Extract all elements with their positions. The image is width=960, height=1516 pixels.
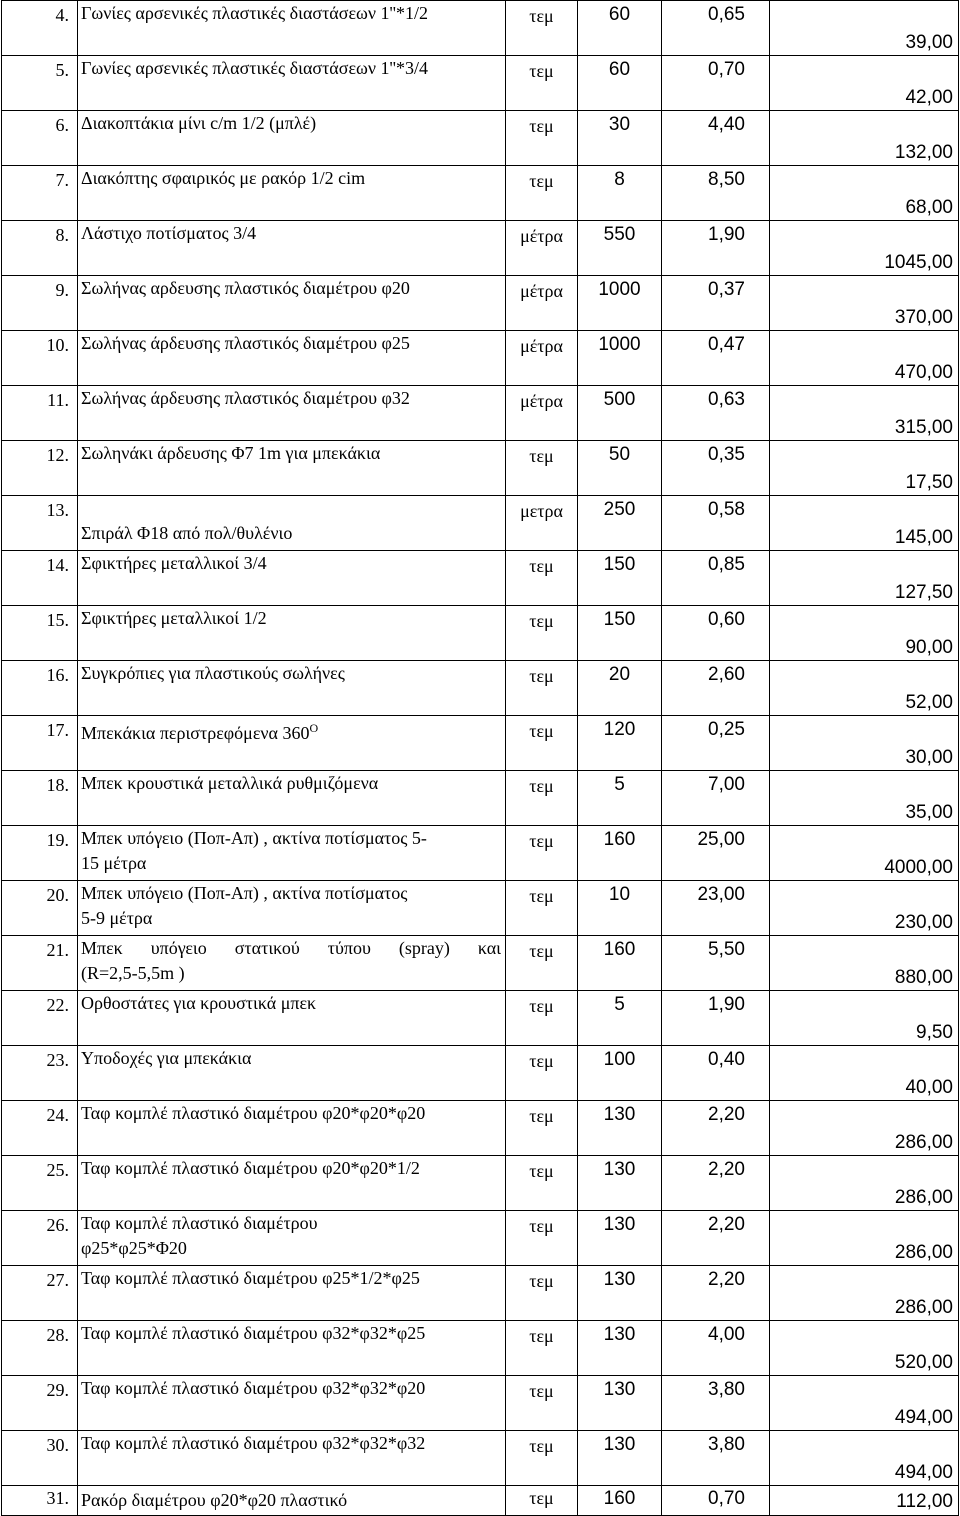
item-number: 16. <box>2 661 78 716</box>
table-row <box>2 661 959 716</box>
item-unit: τεμ <box>506 56 578 111</box>
item-quantity: 30 <box>578 111 662 166</box>
table-row <box>2 111 959 166</box>
item-number: 22. <box>2 991 78 1046</box>
item-unit-price: 0,35 <box>662 441 770 496</box>
item-total: 494,00 <box>770 1431 959 1486</box>
description-text: Συγκρόπιες για πλαστικούς σωλήνες <box>81 663 345 683</box>
table-row <box>2 716 959 771</box>
item-description <box>78 606 506 661</box>
item-description <box>78 441 506 496</box>
description-text: Σωλήνας αρδευσης πλαστικός διαμέτρου φ20 <box>81 278 410 298</box>
item-description <box>78 716 506 771</box>
item-quantity: 50 <box>578 441 662 496</box>
description-line-1 <box>81 1431 501 1456</box>
item-total: 315,00 <box>770 386 959 441</box>
item-total: 42,00 <box>770 56 959 111</box>
item-quantity: 60 <box>578 56 662 111</box>
item-unit-price: 2,20 <box>662 1211 770 1266</box>
item-total: 17,50 <box>770 441 959 496</box>
item-unit-price: 3,80 <box>662 1376 770 1431</box>
item-unit: τεμ <box>506 936 578 991</box>
description-line-1 <box>81 881 501 906</box>
item-description <box>78 166 506 221</box>
table-row <box>2 386 959 441</box>
item-number: 17. <box>2 716 78 771</box>
item-quantity: 500 <box>578 386 662 441</box>
item-unit-price: 0,60 <box>662 606 770 661</box>
item-quantity: 160 <box>578 936 662 991</box>
description-line-2: 5-9 μέτρα <box>81 908 153 928</box>
item-description <box>78 496 506 551</box>
item-description <box>78 881 506 936</box>
table-row <box>2 936 959 991</box>
table-row <box>2 1046 959 1101</box>
item-unit: μέτρα <box>506 221 578 276</box>
item-unit: τεμ <box>506 166 578 221</box>
item-quantity: 150 <box>578 606 662 661</box>
description-line-1 <box>81 551 501 576</box>
item-total: 90,00 <box>770 606 959 661</box>
description-line-1 <box>81 1101 501 1126</box>
item-unit: τεμ <box>506 606 578 661</box>
item-unit-price: 8,50 <box>662 166 770 221</box>
description-text: Ταφ κομπλέ πλαστικό διαμέτρου φ20*φ20*1/2 <box>81 1158 420 1178</box>
item-number: 30. <box>2 1431 78 1486</box>
item-number: 9. <box>2 276 78 331</box>
item-unit-price: 1,90 <box>662 991 770 1046</box>
item-description <box>78 1266 506 1321</box>
description-line-1 <box>81 331 501 356</box>
description-line-1 <box>81 991 501 1016</box>
item-total: 132,00 <box>770 111 959 166</box>
item-description <box>78 221 506 276</box>
item-unit: τεμ <box>506 661 578 716</box>
description-line-2: 15 μέτρα <box>81 853 147 873</box>
item-description <box>78 1046 506 1101</box>
item-description <box>78 1211 506 1266</box>
item-total: 286,00 <box>770 1156 959 1211</box>
description-text: Σωληνάκι άρδευσης Φ7 1m για μπεκάκια <box>81 443 381 463</box>
table-row <box>2 881 959 936</box>
table-row <box>2 166 959 221</box>
item-unit-price: 0,70 <box>662 56 770 111</box>
item-quantity: 5 <box>578 771 662 826</box>
item-number: 7. <box>2 166 78 221</box>
item-unit-price: 0,58 <box>662 496 770 551</box>
item-unit-price: 25,00 <box>662 826 770 881</box>
item-description <box>78 1321 506 1376</box>
table-row <box>2 771 959 826</box>
item-number: 13. <box>2 496 78 551</box>
item-unit-price: 7,00 <box>662 771 770 826</box>
item-unit: τεμ <box>506 111 578 166</box>
item-description <box>78 771 506 826</box>
item-number: 19. <box>2 826 78 881</box>
item-number: 12. <box>2 441 78 496</box>
item-description <box>78 1431 506 1486</box>
item-number: 8. <box>2 221 78 276</box>
item-unit-price: 5,50 <box>662 936 770 991</box>
description-text: Λάστιχο ποτίσματος 3/4 <box>81 223 257 243</box>
table-row <box>2 1321 959 1376</box>
item-quantity: 250 <box>578 496 662 551</box>
item-unit: τεμ <box>506 1 578 56</box>
item-description <box>78 936 506 991</box>
description-line-1 <box>81 221 501 246</box>
description-line-1 <box>81 1 501 26</box>
description-text: Ταφ κομπλέ πλαστικό διαμέτρου φ32*φ32*φ32 <box>81 1433 426 1453</box>
item-number: 14. <box>2 551 78 606</box>
table-row <box>2 991 959 1046</box>
description-text: Διακοπτάκια μίνι c/m 1/2 (μπλέ) <box>81 113 317 133</box>
description-line-1 <box>81 1376 501 1401</box>
description-text: Γωνίες αρσενικές πλαστικές διαστάσεων 1''*1/2 <box>81 3 428 23</box>
item-unit-price: 0,37 <box>662 276 770 331</box>
item-quantity: 1000 <box>578 331 662 386</box>
description-line-1 <box>81 56 501 81</box>
table-row <box>2 441 959 496</box>
item-description <box>78 1376 506 1431</box>
description-line-1 <box>81 936 501 961</box>
item-total: 35,00 <box>770 771 959 826</box>
item-total: 230,00 <box>770 881 959 936</box>
item-description <box>78 1101 506 1156</box>
description-text: Μπεκ υπόγειο (Ποπ-Απ) , ακτίνα ποτίσματος <box>81 883 408 903</box>
item-quantity: 160 <box>578 826 662 881</box>
item-quantity: 130 <box>578 1156 662 1211</box>
item-unit-price: 0,85 <box>662 551 770 606</box>
item-quantity: 130 <box>578 1321 662 1376</box>
item-unit-price: 2,20 <box>662 1266 770 1321</box>
item-unit: τεμ <box>506 441 578 496</box>
item-quantity: 8 <box>578 166 662 221</box>
item-unit-price: 2,60 <box>662 661 770 716</box>
description-line-1 <box>81 111 501 136</box>
table-row <box>2 1 959 56</box>
item-quantity: 130 <box>578 1431 662 1486</box>
table-row <box>2 496 959 551</box>
item-quantity: 1000 <box>578 276 662 331</box>
description-line-2: Σπιράλ Φ18 από πολ/θυλένιο <box>81 523 293 543</box>
item-description <box>78 1 506 56</box>
item-total: 470,00 <box>770 331 959 386</box>
description-line-1 <box>81 606 501 631</box>
item-unit: τεμ <box>506 716 578 771</box>
description-line-1 <box>81 496 501 521</box>
item-quantity: 150 <box>578 551 662 606</box>
item-number: 15. <box>2 606 78 661</box>
item-total: 286,00 <box>770 1266 959 1321</box>
item-description <box>78 331 506 386</box>
item-quantity: 160 <box>578 1486 662 1516</box>
description-line-1 <box>81 771 501 796</box>
item-unit-price: 0,47 <box>662 331 770 386</box>
description-line-1 <box>81 441 501 466</box>
item-unit: μέτρα <box>506 386 578 441</box>
item-unit: τεμ <box>506 826 578 881</box>
item-total: 39,00 <box>770 1 959 56</box>
item-unit-price: 4,40 <box>662 111 770 166</box>
description-text: Σφικτήρες μεταλλικοί 3/4 <box>81 553 267 573</box>
item-number: 26. <box>2 1211 78 1266</box>
item-unit: τεμ <box>506 1266 578 1321</box>
table-row <box>2 826 959 881</box>
description-line-1 <box>81 386 501 411</box>
item-total: 4000,00 <box>770 826 959 881</box>
item-unit: μέτρα <box>506 276 578 331</box>
description-line-1 <box>81 1321 501 1346</box>
item-total: 112,00 <box>770 1486 959 1516</box>
item-number: 6. <box>2 111 78 166</box>
item-unit-price: 0,40 <box>662 1046 770 1101</box>
description-text: Ρακόρ διαμέτρου φ20*φ20 πλαστικό <box>81 1490 348 1510</box>
table-row <box>2 1101 959 1156</box>
item-unit: τεμ <box>506 1376 578 1431</box>
item-number: 18. <box>2 771 78 826</box>
item-quantity: 20 <box>578 661 662 716</box>
item-number: 20. <box>2 881 78 936</box>
item-quantity: 10 <box>578 881 662 936</box>
item-total: 52,00 <box>770 661 959 716</box>
item-quantity: 130 <box>578 1211 662 1266</box>
item-unit: τεμ <box>506 1431 578 1486</box>
table-row <box>2 1376 959 1431</box>
description-text: Μπεκ υπόγειο στατικού τύπου (spray) και <box>81 938 501 958</box>
description-line-1 <box>81 1156 501 1181</box>
item-unit: τεμ <box>506 1321 578 1376</box>
description-text: Ταφ κομπλέ πλαστικό διαμέτρου φ32*φ32*φ25 <box>81 1323 426 1343</box>
item-quantity: 5 <box>578 991 662 1046</box>
description-line-1 <box>81 826 501 851</box>
item-unit-price: 0,25 <box>662 716 770 771</box>
table-row <box>2 276 959 331</box>
item-unit: τεμ <box>506 1046 578 1101</box>
item-total: 520,00 <box>770 1321 959 1376</box>
table-row <box>2 221 959 276</box>
table-row <box>2 551 959 606</box>
item-description <box>78 661 506 716</box>
description-line-1 <box>81 1266 501 1291</box>
item-description <box>78 111 506 166</box>
description-text: Σφικτήρες μεταλλικοί 1/2 <box>81 608 267 628</box>
item-total: 494,00 <box>770 1376 959 1431</box>
item-unit: τεμ <box>506 1101 578 1156</box>
item-unit: τεμ <box>506 1211 578 1266</box>
item-unit-price: 0,65 <box>662 1 770 56</box>
item-quantity: 100 <box>578 1046 662 1101</box>
description-line-1 <box>81 276 501 301</box>
description-line-1 <box>81 1211 501 1236</box>
item-quantity: 550 <box>578 221 662 276</box>
description-text: Ταφ κομπλέ πλαστικό διαμέτρου φ20*φ20*φ20 <box>81 1103 426 1123</box>
table-row <box>2 56 959 111</box>
table-row <box>2 1431 959 1486</box>
description-text: Ορθοστάτες για κρουστικά μπεκ <box>81 993 317 1013</box>
item-quantity: 60 <box>578 1 662 56</box>
item-description <box>78 386 506 441</box>
item-number: 27. <box>2 1266 78 1321</box>
description-line-1 <box>81 1046 501 1071</box>
description-text: Γωνίες αρσενικές πλαστικές διαστάσεων 1''*3/4 <box>81 58 428 78</box>
item-number: 5. <box>2 56 78 111</box>
description-line-2: (R=2,5-5,5m ) <box>81 963 185 983</box>
table-row <box>2 606 959 661</box>
item-unit-price: 0,63 <box>662 386 770 441</box>
description-text: Μπεκάκια περιστρεφόμενα 360 <box>81 723 310 743</box>
item-number: 11. <box>2 386 78 441</box>
item-quantity: 130 <box>578 1376 662 1431</box>
item-unit-price: 0,70 <box>662 1486 770 1516</box>
item-total: 68,00 <box>770 166 959 221</box>
description-line-2: φ25*φ25*Φ20 <box>81 1238 187 1258</box>
item-number: 23. <box>2 1046 78 1101</box>
item-total: 127,50 <box>770 551 959 606</box>
item-total: 1045,00 <box>770 221 959 276</box>
item-description <box>78 1156 506 1211</box>
item-quantity: 130 <box>578 1266 662 1321</box>
item-unit-price: 2,20 <box>662 1101 770 1156</box>
item-number: 21. <box>2 936 78 991</box>
price-table-body <box>2 1 959 1516</box>
item-unit-price: 3,80 <box>662 1431 770 1486</box>
item-description <box>78 276 506 331</box>
description-line-1 <box>81 1488 501 1513</box>
item-unit-price: 23,00 <box>662 881 770 936</box>
item-quantity: 130 <box>578 1101 662 1156</box>
item-total: 9,50 <box>770 991 959 1046</box>
item-unit-price: 2,20 <box>662 1156 770 1211</box>
table-row <box>2 331 959 386</box>
description-text: Ταφ κομπλέ πλαστικό διαμέτρου φ32*φ32*φ20 <box>81 1378 426 1398</box>
description-text: Σωλήνας άρδευσης πλαστικός διαμέτρου φ25 <box>81 333 410 353</box>
table-row <box>2 1486 959 1516</box>
item-total: 40,00 <box>770 1046 959 1101</box>
description-text: Ταφ κομπλέ πλαστικό διαμέτρου <box>81 1213 318 1233</box>
item-description <box>78 56 506 111</box>
table-row <box>2 1266 959 1321</box>
item-unit-price: 4,00 <box>662 1321 770 1376</box>
item-number: 31. <box>2 1486 78 1516</box>
item-total: 286,00 <box>770 1211 959 1266</box>
description-text: Διακόπτης σφαιρικός με ρακόρ 1/2 cim <box>81 168 366 188</box>
item-description <box>78 991 506 1046</box>
item-number: 29. <box>2 1376 78 1431</box>
item-total: 30,00 <box>770 716 959 771</box>
description-line-1 <box>81 661 501 686</box>
item-unit: τεμ <box>506 881 578 936</box>
item-unit: τεμ <box>506 551 578 606</box>
item-number: 24. <box>2 1101 78 1156</box>
item-total: 145,00 <box>770 496 959 551</box>
item-number: 10. <box>2 331 78 386</box>
item-unit: τεμ <box>506 991 578 1046</box>
description-line-1 <box>81 716 501 746</box>
table-row <box>2 1211 959 1266</box>
item-description <box>78 826 506 881</box>
item-quantity: 120 <box>578 716 662 771</box>
item-description <box>78 551 506 606</box>
description-text: Μπεκ κρουστικά μεταλλικά ρυθμιζόμενα <box>81 773 379 793</box>
description-line-1 <box>81 166 501 191</box>
item-unit: τεμ <box>506 1486 578 1516</box>
description-text: Σωλήνας άρδευσης πλαστικός διαμέτρου φ32 <box>81 388 410 408</box>
item-total: 286,00 <box>770 1101 959 1156</box>
item-number: 25. <box>2 1156 78 1211</box>
item-total: 370,00 <box>770 276 959 331</box>
item-description <box>78 1486 506 1516</box>
item-unit: τεμ <box>506 771 578 826</box>
item-number: 4. <box>2 1 78 56</box>
description-text: Υποδοχές για μπεκάκια <box>81 1048 252 1068</box>
degree-superscript: Ο <box>309 721 319 735</box>
description-text: Ταφ κομπλέ πλαστικό διαμέτρου φ25*1/2*φ25 <box>81 1268 420 1288</box>
table-row <box>2 1156 959 1211</box>
item-unit: μέτρα <box>506 331 578 386</box>
item-unit: τεμ <box>506 1156 578 1211</box>
item-unit: μετρα <box>506 496 578 551</box>
description-text: Μπεκ υπόγειο (Ποπ-Απ) , ακτίνα ποτίσματος 5- <box>81 828 427 848</box>
item-number: 28. <box>2 1321 78 1376</box>
item-total: 880,00 <box>770 936 959 991</box>
price-table <box>1 0 959 1516</box>
item-unit-price: 1,90 <box>662 221 770 276</box>
